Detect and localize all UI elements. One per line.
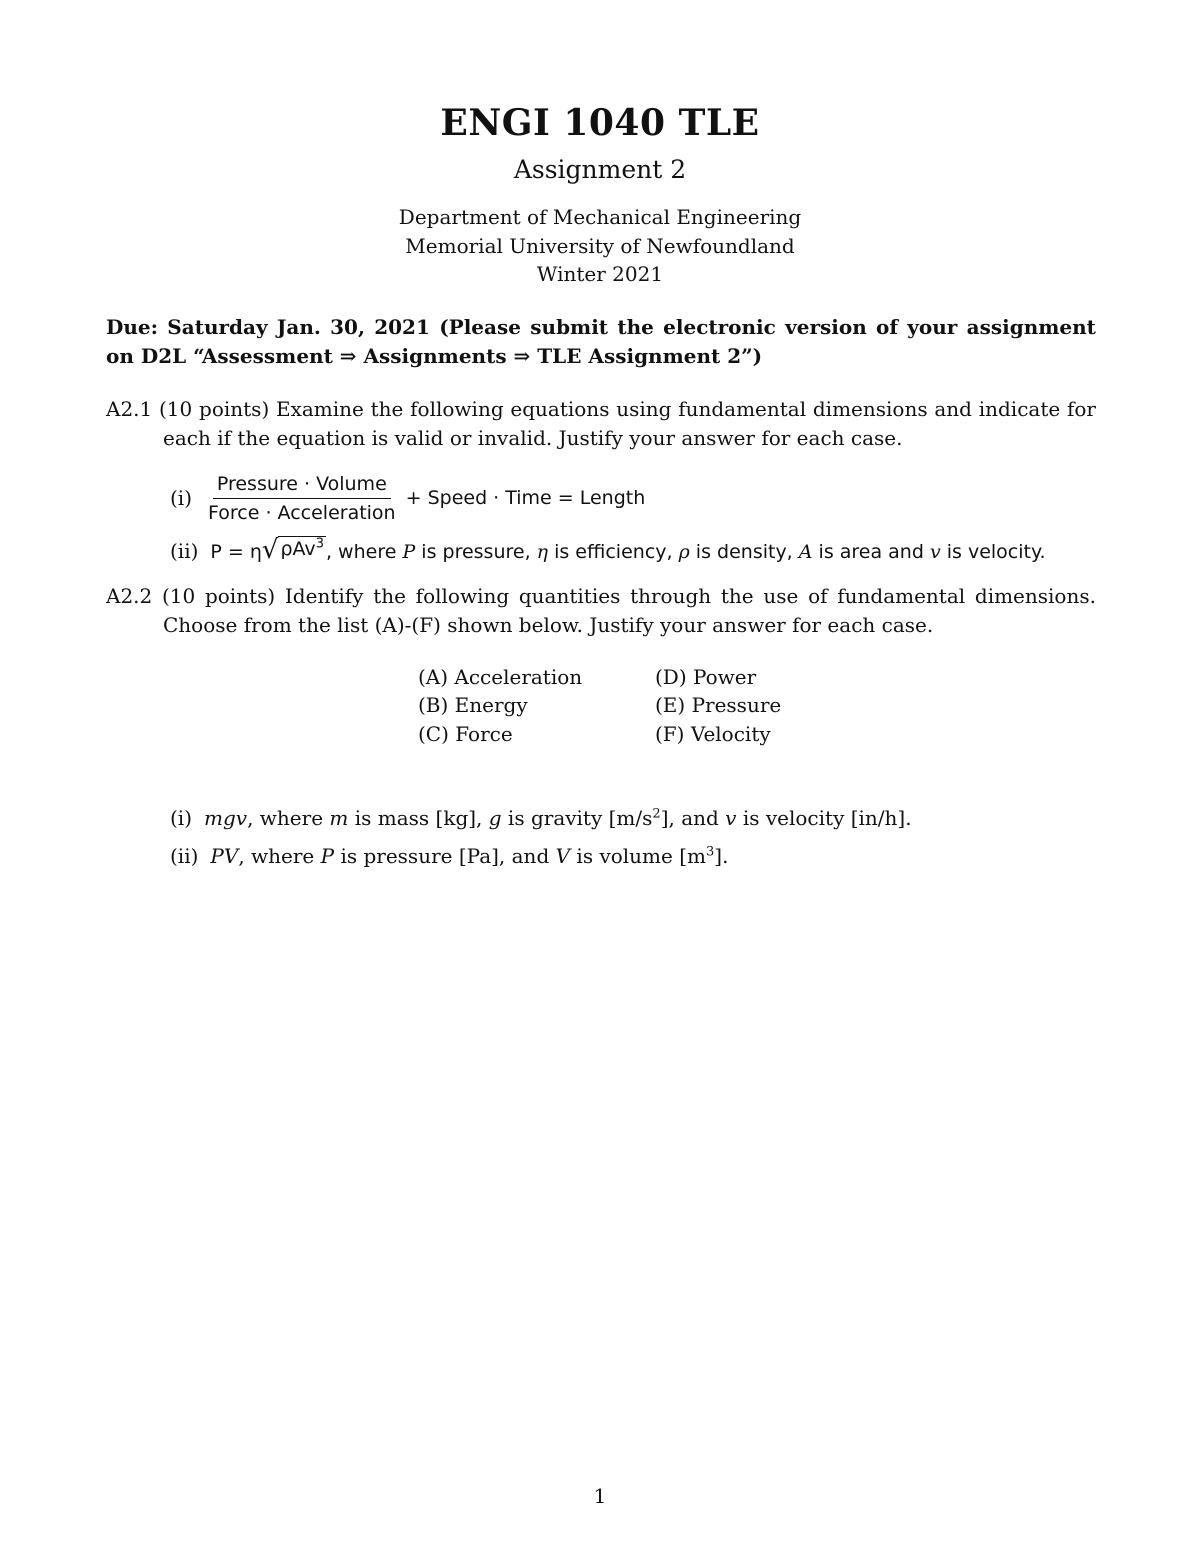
q-word: use [763, 584, 799, 608]
fraction-denominator: Force · Acceleration [208, 501, 396, 524]
question-a2-1-line-2: each if the equation is valid or invalid. Justify your answer for each case. [163, 426, 903, 450]
q-word: (10 [161, 584, 196, 608]
q-word: dimensions. [974, 584, 1096, 608]
sub-text: , where [247, 806, 330, 830]
expression: PV [210, 844, 239, 868]
due-word: of [876, 315, 898, 339]
sub-text: is volume [m [570, 844, 706, 868]
q-word: the [720, 584, 754, 608]
sub-question-ii [170, 844, 728, 868]
q-word: following [410, 397, 504, 421]
q-word: of [808, 584, 828, 608]
option-a: (A) Acceleration [418, 665, 583, 689]
due-word: version [785, 315, 867, 339]
desc-text: is efficiency, [548, 541, 679, 563]
question-a2-2-line-2: Choose from the list (A)-(F) shown below. Justify your answer for each case. [163, 613, 934, 637]
sub-var: v [725, 806, 737, 830]
equation-description [326, 541, 1046, 563]
q-word: points) [199, 397, 270, 421]
sub-var: P [320, 844, 335, 868]
due-word: Saturday [167, 315, 268, 339]
question-a2-2-line-1 [106, 584, 1096, 608]
due-word: assignment [966, 315, 1096, 339]
equation-ii [170, 536, 1046, 563]
sub-text: is mass [kg], [348, 806, 489, 830]
q-word: the [373, 584, 406, 608]
sub-label: (ii) [170, 844, 199, 868]
option-f: (F) Velocity [655, 722, 771, 746]
desc-var: A [798, 541, 813, 563]
fraction-numerator: Pressure · Volume [213, 473, 391, 499]
due-word: electronic [663, 315, 776, 339]
q-word: points) [204, 584, 276, 608]
sub-text: is gravity [m/s [501, 806, 653, 830]
q-word: quantities [518, 584, 621, 608]
sub-text: is pressure [Pa], and [334, 844, 556, 868]
sub-exponent: 3 [705, 844, 715, 860]
desc-var: ρ [678, 541, 690, 563]
equation-fraction [204, 473, 400, 524]
department-line: Department of Mechanical Engineering [398, 205, 802, 229]
q-word: A2.1 [106, 397, 153, 421]
due-line-1 [106, 315, 1096, 339]
sub-text: ]. [714, 844, 729, 868]
sub-var: V [555, 844, 571, 868]
desc-text: , where [325, 541, 403, 563]
q-word: (10 [159, 397, 193, 421]
q-word: the [370, 397, 404, 421]
sub-var: m [329, 806, 349, 830]
expression: mgv [204, 806, 248, 830]
due-word: the [617, 315, 654, 339]
university-line: Memorial University of Newfoundland [405, 234, 795, 258]
due-word: Jan. [276, 315, 321, 339]
q-word: Identify [284, 584, 364, 608]
option-e: (E) Pressure [655, 693, 782, 717]
square-root [261, 535, 326, 565]
due-word: 2021 [374, 315, 430, 339]
radicand [278, 536, 325, 560]
sub-exponent: 2 [652, 806, 661, 822]
due-word: Due: [106, 315, 158, 339]
q-word: following [415, 584, 510, 608]
q-word: indicate [978, 397, 1061, 421]
equation-i [170, 468, 645, 528]
due-word: submit [530, 315, 609, 339]
document-subtitle: Assignment 2 [513, 155, 687, 184]
sub-text: , where [238, 844, 321, 868]
q-word: for [1066, 397, 1096, 421]
desc-text: is pressure, [415, 541, 537, 563]
due-word: 30, [330, 315, 365, 339]
sub-var: g [488, 806, 502, 830]
option-d: (D) Power [655, 665, 757, 689]
desc-var: P [402, 541, 416, 563]
desc-var: v [929, 541, 941, 563]
desc-text: is area and [812, 541, 930, 563]
q-word: A2.2 [106, 584, 153, 608]
sub-label: (i) [170, 806, 193, 830]
q-word: and [934, 397, 972, 421]
q-word: using [616, 397, 672, 421]
radicand-exponent: 3 [315, 536, 324, 552]
question-a2-1-line-1 [106, 397, 1096, 421]
equation-label: (ii) [170, 539, 199, 563]
option-b: (B) Energy [418, 693, 528, 717]
equation-lhs: P = η [210, 541, 262, 563]
due-word: your [907, 315, 958, 339]
radicand-base: ρAv [280, 538, 316, 560]
document-title: ENGI 1040 TLE [440, 102, 760, 144]
q-word: fundamental [678, 397, 807, 421]
radical-sign-icon: √ [261, 535, 279, 565]
q-word: equations [510, 397, 610, 421]
sub-text: is velocity [in/h]. [736, 806, 912, 830]
equation-label: (i) [170, 486, 193, 510]
due-line-2: on D2L “Assessment ⇒ Assignments ⇒ TLE Assignment 2”) [106, 344, 763, 368]
desc-text: is density, [689, 541, 799, 563]
desc-text: is velocity. [940, 541, 1046, 563]
q-word: Examine [276, 397, 364, 421]
q-word: dimensions [812, 397, 928, 421]
option-c: (C) Force [418, 722, 513, 746]
sub-text: ], and [660, 806, 726, 830]
desc-var: η [536, 541, 549, 563]
term-line: Winter 2021 [536, 262, 664, 286]
page-number: 1 [593, 1484, 607, 1508]
equation-remainder: + Speed · Time = Length [405, 487, 646, 509]
q-word: through [630, 584, 712, 608]
sub-question-i [170, 806, 912, 830]
q-word: fundamental [837, 584, 966, 608]
due-word: (Please [439, 315, 521, 339]
